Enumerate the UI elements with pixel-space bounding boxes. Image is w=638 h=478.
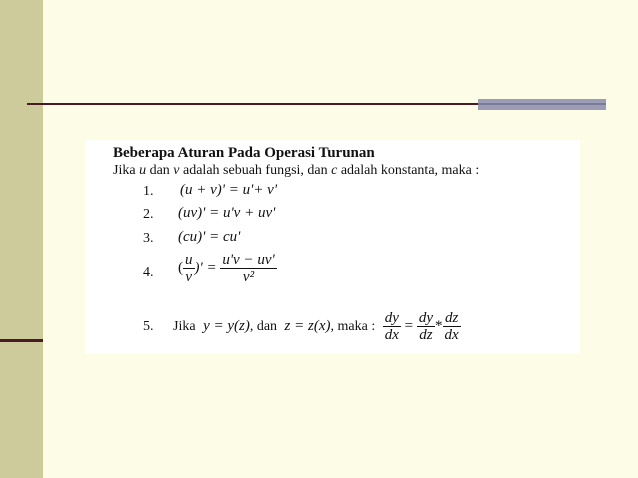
rule-number: 3.	[143, 231, 154, 246]
intro-text: Jika	[113, 163, 140, 178]
intro-var-c: c	[331, 163, 338, 178]
header-divider	[27, 103, 478, 105]
header-divider-accent-line	[478, 103, 606, 105]
rule-3-formula: (cu)' = cu'	[178, 229, 241, 245]
rule-number: 4.	[143, 265, 154, 280]
rule-5-text: Jika	[173, 318, 196, 334]
rule-5-text: , maka :	[330, 318, 376, 334]
intro-var-v: v	[173, 163, 180, 178]
quotient-fraction: $\frac{u}{v}$	[185, 252, 193, 285]
left-bar-accent	[0, 339, 43, 342]
intro-text: dan	[146, 163, 174, 178]
rule-5-text: , dan	[249, 318, 278, 334]
intro-text: adalah sebuah fungsi, dan	[179, 163, 332, 178]
rule-2-formula: (uv)' = u'v + uv'	[178, 205, 276, 221]
dy-dz-fraction: $\frac{dy}{dz}$	[418, 310, 434, 343]
derivative-rules-image	[85, 140, 580, 354]
left-decorative-bar	[0, 0, 43, 478]
rule-number: 1.	[143, 184, 154, 199]
rules-title: Beberapa Aturan Pada Operasi Turunan	[113, 145, 375, 161]
rule-4-formula: ( $\frac{u}{v}$ )' = $\frac{u'v - uv'}{\text{v²}}$	[178, 252, 275, 285]
intro-text: adalah konstanta, maka :	[337, 163, 480, 178]
rule-1-formula: (u + v)' = u'+ v'	[180, 182, 278, 198]
intro-var-u: u	[139, 163, 147, 178]
quotient-rule-fraction: $\frac{u'v - uv'}{\text{v²}}$	[222, 252, 275, 285]
rule-number: 2.	[143, 207, 154, 222]
rule-number: 5.	[143, 318, 154, 334]
rule-4-equals: )' =	[194, 259, 217, 276]
rule-5-expr-z: z = z(x)	[284, 317, 331, 334]
rule-5-row	[143, 310, 461, 343]
dz-dx-fraction: $\frac{dz}{dx}$	[444, 310, 459, 343]
chain-rule-formula: $\frac{dy}{dx}$ = $\frac{dy}{dz}$ * $\frac{dz}{dx}$	[384, 310, 459, 343]
rule-5-expr-y: y = y(z)	[203, 317, 250, 334]
rules-intro	[113, 163, 479, 179]
multiply-sign: *	[435, 317, 443, 334]
dy-dx-fraction: $\frac{dy}{dx}$	[384, 310, 399, 343]
